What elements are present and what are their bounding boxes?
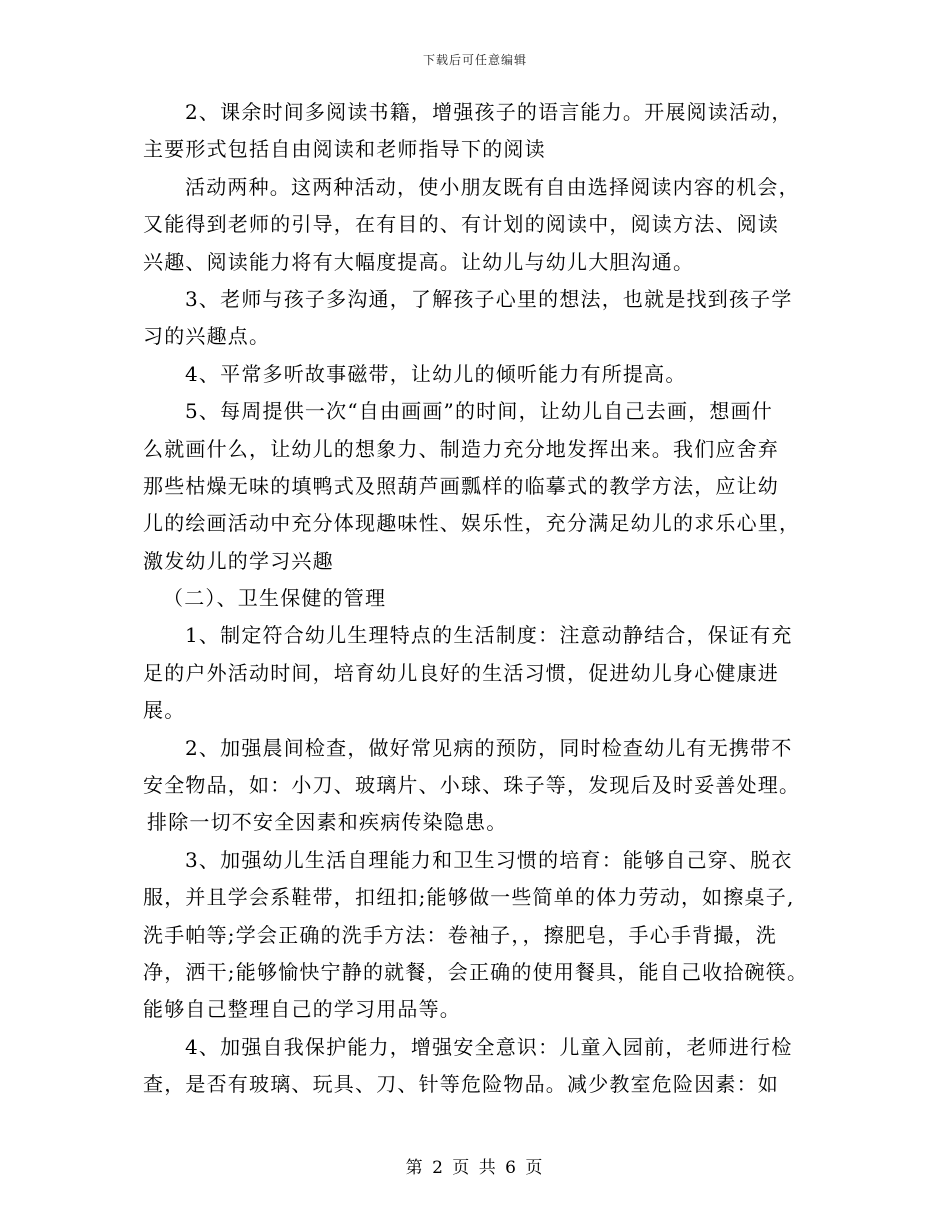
paragraph-line: 2、加强晨间检查，做好常见病的预防，同时检查幼儿有无携带不	[185, 735, 793, 760]
paragraph-line: 安全物品，如：小刀、玻璃片、小球、珠子等，发现后及时妥善处理。	[143, 773, 801, 798]
paragraph-line: 又能得到老师的引导，在有目的、有计划的阅读中，阅读方法、阅读	[143, 212, 779, 237]
paragraph-line: 查，是否有玻璃、玩具、刀、针等危险物品。减少教室危险因素：如	[143, 1072, 779, 1097]
page-number-footer: 第 2 页 共 6 页	[405, 1158, 545, 1178]
paragraph-line: 主要形式包括自由阅读和老师指导下的阅读	[143, 137, 546, 162]
paragraph-line: 5、每周提供一次“自由画画”的时间，让幼儿自己去画，想画什	[185, 399, 773, 424]
page-header-note: 下载后可任意编辑	[422, 53, 527, 67]
paragraph-line: 激发幼儿的学习兴趣	[143, 548, 334, 573]
section-heading: （二）、卫生保健的管理	[163, 586, 387, 611]
paragraph-line: 么就画什么，让幼儿的想象力、制造力充分地发挥出来。我们应舍弃	[143, 436, 779, 461]
paragraph-line: 洗手帕等;学会正确的洗手方法：卷袖子，，擦肥皂，手心手背撮，洗	[143, 922, 777, 947]
paragraph-line: 能够自己整理自己的学习用品等。	[143, 997, 461, 1022]
paragraph-line: 那些枯燥无味的填鸭式及照葫芦画瓢样的临摹式的教学方法，应让幼	[143, 473, 779, 498]
paragraph-line: 净，洒干;能够愉快宁静的就餐，会正确的使用餐具，能自己收拾碗筷。	[143, 959, 809, 984]
paragraph-line: 习的兴趣点。	[143, 324, 271, 349]
paragraph-line: 3、加强幼儿生活自理能力和卫生习惯的培育：能够自己穿、脱衣	[185, 847, 793, 872]
paragraph-line: 展。	[143, 698, 186, 723]
document-body	[143, 94, 823, 1104]
paragraph-line: 活动两种。这两种活动，使小朋友既有自由选择阅读内容的机会，	[185, 174, 800, 199]
paragraph-line: 足的户外活动时间，培育幼儿良好的生活习惯，促进幼儿身心健康进	[143, 660, 779, 685]
paragraph-line: 3、老师与孩子多沟通，了解孩子心里的想法，也就是找到孩子学	[185, 286, 793, 311]
paragraph-line: 排除一切不安全因素和疾病传染隐患。	[147, 810, 508, 835]
paragraph-line: 服，并且学会系鞋带，扣纽扣;能够做一些简单的体力劳动，如擦桌子,	[143, 885, 795, 910]
paragraph-line: 4、加强自我保护能力，增强安全意识：儿童入园前，老师进行检	[185, 1034, 793, 1059]
paragraph-line: 4、平常多听故事磁带，让幼儿的倾听能力有所提高。	[185, 361, 687, 386]
paragraph-line: 兴趣、阅读能力将有大幅度提高。让幼儿与幼儿大胆沟通。	[143, 249, 695, 274]
paragraph-line: 1、制定符合幼儿生理特点的生活制度：注意动静结合，保证有充	[185, 623, 793, 648]
paragraph-line: 儿的绘画活动中充分体现趣味性、娱乐性，充分满足幼儿的求乐心里，	[143, 511, 801, 536]
paragraph-line: 2、课余时间多阅读书籍，增强孩子的语言能力。开展阅读活动，	[185, 100, 793, 124]
